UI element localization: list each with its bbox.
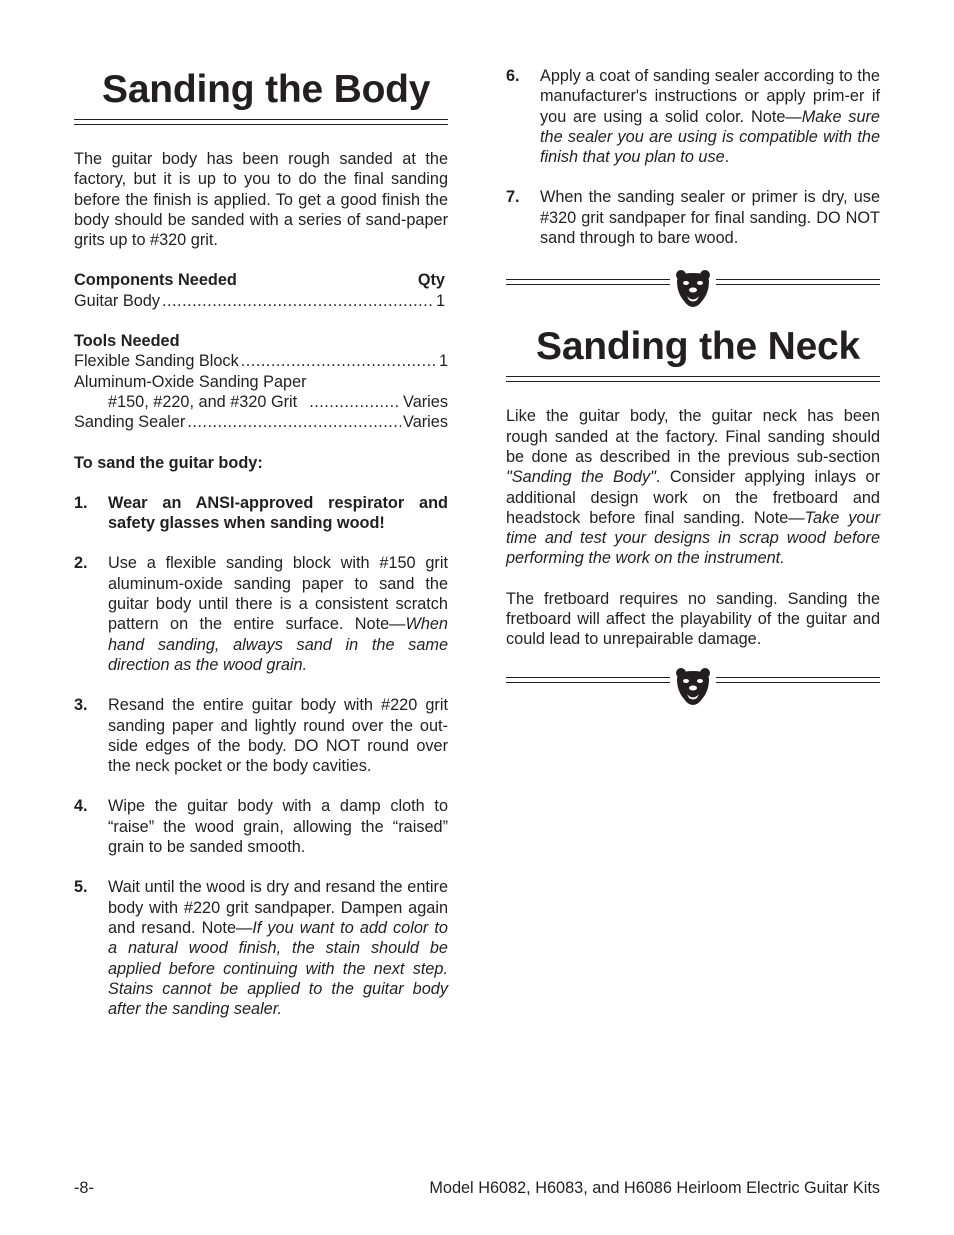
component-row: Guitar Body ..... 1 [74,291,448,311]
neck-paragraph-1: Like the guitar body, the guitar neck has been rough sanded at the factory. Final sanding should be done as described in the previous sub-section "Sanding the Body". Consider applying inlays or additional design work on the fretboard and headstock before final sanding. Note—Take your time and test your designs in scrap wood before performing the work on the instrument. [506,407,880,568]
step-1: 1. Wear an ANSI-approved respirator and safety glasses when sanding wood! [74,493,448,533]
section-divider-top [506,269,880,309]
intro-paragraph: The guitar body has been rough sanded at the factory, but it is up to you to do the final sanding before the finish is applied. To get a good finish the body should be sanded with a series of sand-paper grits up to #320 grit. [74,150,448,250]
bear-head-icon [674,269,712,309]
step-6: 6. Apply a coat of sanding sealer according to the manufacturer's instructions or apply prim-er if you are using a solid color. Note—Make sure the sealer you are using is compatible with the finish that you plan to use. [506,67,880,167]
right-column [506,66,880,707]
section-title-body: Sanding the Body [102,68,431,111]
tool-row-flex-block: Flexible Sanding Block ..... 1 [74,351,448,371]
tool-row-paper: Aluminum-Oxide Sanding Paper [74,372,307,391]
tool-row-sealer: Sanding Sealer ..... Varies [74,412,448,432]
step-2: 2. Use a flexible sanding block with #150 grit aluminum-oxide sanding paper to sand the guitar body until there is a consistent scratch pattern on the entire surface. Note—When hand sanding, always sand in the same direction as the wood grain. [74,554,448,674]
procedure-heading: To sand the guitar body: [74,453,263,472]
components-header: Components Needed Qty [74,271,445,290]
step-4: 4. Wipe the guitar body with a damp cloth to “raise” the wood grain, allowing the “raised” grain to be sanded smooth. [74,797,448,857]
section-divider-bottom [506,667,880,707]
section-title-neck: Sanding the Neck [536,325,861,369]
step-3: 3. Resand the entire guitar body with #220 grit sanding paper and lightly round over the out-side edges of the body. DO NOT round over the neck pocket or the body cavities. [74,696,448,776]
bear-head-icon [674,667,712,707]
tool-row-grits: #150, #220, and #320 Grit ..... Varies [74,392,448,412]
neck-paragraph-2: The fretboard requires no sanding. Sanding the fretboard will affect the playability of the guitar and could lead to unrepairable damage. [506,589,880,649]
page-number: -8- [74,1179,94,1197]
step-5: 5. Wait until the wood is dry and resand the entire body with #220 grit sandpaper. Dampen again and resand. Note—If you want to add color to a natural wood finish, the stain should be applied before continuing with the next step. Stains cannot be applied to the guitar body after the sanding sealer. [74,878,448,1019]
step-7: 7. When the sanding sealer or primer is dry, use #320 grit sandpaper for final sanding. DO NOT sand through to bare wood. [506,188,880,248]
tools-header: Tools Needed [74,332,180,351]
left-column [74,66,448,1019]
footer-model: Model H6082, H6083, and H6086 Heirloom Electric Guitar Kits [429,1179,880,1197]
